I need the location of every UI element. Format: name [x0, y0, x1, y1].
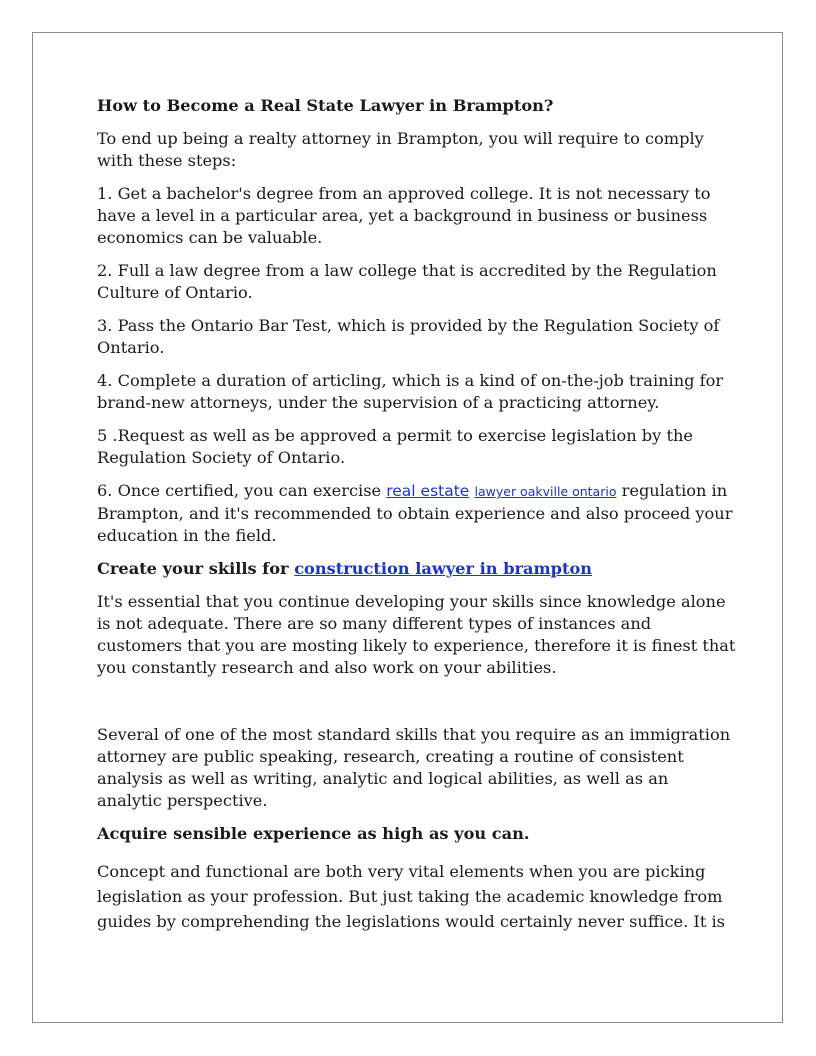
- step-3-paragraph: 3. Pass the Ontario Bar Test, which is provided by the Regulation Society of Ontario.: [97, 316, 720, 357]
- skills-paragraph: It's essential that you continue developing your skills since knowledge alone is not adequate. There are so many different types of instances and customers that you are mosting likely to experience, therefore it is finest that you constantly research and also work on your abilities.: [97, 592, 736, 677]
- step-1-paragraph: 1. Get a bachelor's degree from an approved college. It is not necessary to have a level in a particular area, yet a background in business or business economics can be valuable.: [97, 184, 711, 247]
- step-6-prefix: 6. Once certified, you can exercise: [97, 481, 387, 500]
- document-page: [32, 32, 783, 1023]
- concept-paragraph: Concept and functional are both very vital elements when you are picking legislation as your profession. But just taking the academic knowledge from guides by comprehending the legislations would certainly never suffice. It is: [97, 862, 725, 931]
- construction-lawyer-link[interactable]: construction lawyer in brampton: [294, 559, 593, 578]
- heading-create-skills-prefix: Create your skills for: [97, 559, 295, 578]
- standard-skills-paragraph: Several of one of the most standard skills that you require as an immigration attorney are public speaking, research, creating a routine of consistent analysis as well as writing, analytic and logical abilities, as well as an analytic perspective.: [97, 725, 731, 810]
- real-estate-link[interactable]: real estate: [386, 482, 470, 500]
- lawyer-oakville-link[interactable]: lawyer oakville ontario: [474, 484, 617, 499]
- heading-become-lawyer: How to Become a Real State Lawyer in Brampton?: [97, 96, 554, 115]
- step-6-suffix: regulation in Brampton, and it's recommended to obtain experience and also proceed your education in the field.: [97, 481, 733, 545]
- heading-acquire-experience: Acquire sensible experience as high as you can.: [97, 824, 530, 843]
- step-4-paragraph: 4. Complete a duration of articling, which is a kind of on-the-job training for brand-new attorneys, under the supervision of a practicing attorney.: [97, 371, 724, 412]
- intro-paragraph: To end up being a realty attorney in Brampton, you will require to comply with these steps:: [97, 129, 704, 170]
- step-5-paragraph: 5 .Request as well as be approved a permit to exercise legislation by the Regulation Society of Ontario.: [97, 426, 693, 467]
- step-2-paragraph: 2. Full a law degree from a law college that is accredited by the Regulation Culture of Ontario.: [97, 261, 717, 302]
- document-body: [97, 95, 737, 945]
- heading-create-skills: [97, 558, 737, 580]
- blank-spacer: [97, 690, 737, 724]
- step-6-paragraph: [97, 480, 737, 547]
